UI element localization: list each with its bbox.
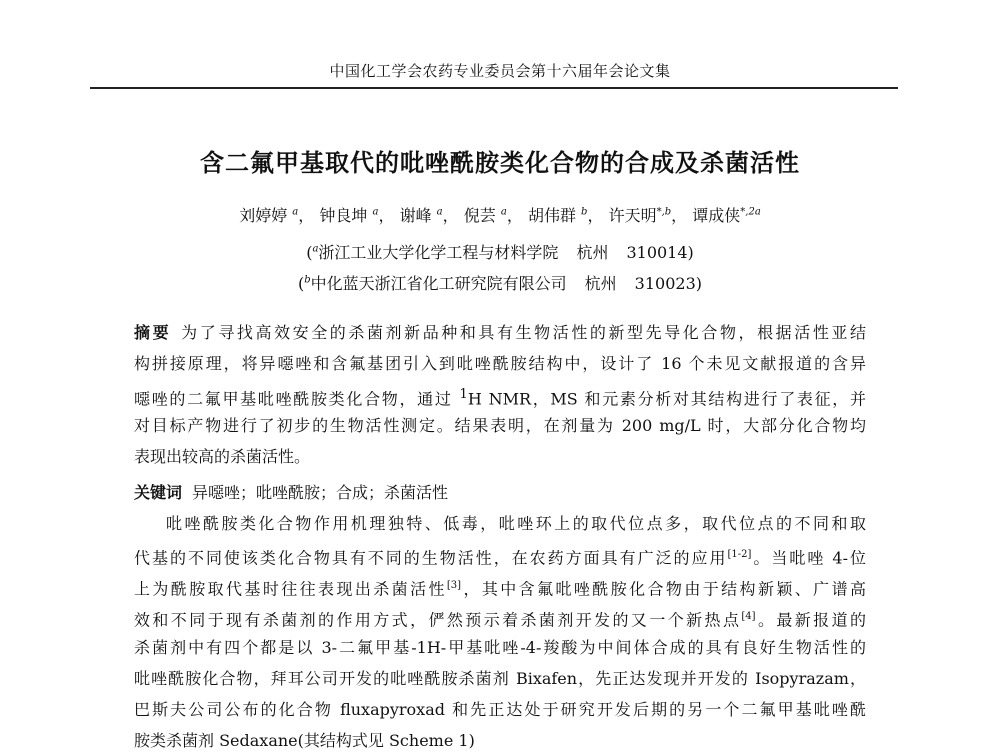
affiliation-city: 杭州 [576,243,609,262]
intro-text: 吡唑酰胺类化合物作用机理独特、低毒，吡唑环上的取代位点多，取代位点的不同和取 [166,514,866,533]
abstract-text: 对目标产物进行了初步的生物活性测定。结果表明，在剂量为 200 mg/L 时，大部分化合物均 [134,416,866,435]
author-name: 钟良坤 [319,206,368,225]
introduction [134,508,866,756]
intro-text: 胺类杀菌剂 Sedaxane(其结构式见 Scheme 1) [134,731,475,750]
citation-ref: [1-2] [727,549,752,560]
affiliation-city: 杭州 [584,274,617,293]
affiliation-mark: b [304,274,311,286]
abstract-line [134,441,866,472]
abstract-label: 摘要 [134,323,172,342]
affiliation-postcode: 310014) [626,243,694,262]
abstract-text: 构拼接原理，将异噁唑和含氟基团引入到吡唑酰胺结构中，设计了 16 个未见文献报道的含异 [134,354,866,373]
author-separator: ， [671,206,688,225]
intro-line [134,663,866,694]
keywords [134,477,866,508]
abstract-line [134,317,866,348]
affiliation-a: ($^a$浙江工业大学化学工程与材料学院 杭州 310014) [306,243,694,262]
nmr-superscript: 1 [459,387,468,402]
author-affil-mark: *,2a [740,206,761,218]
author-name: 倪芸 [463,206,496,225]
header-rule [90,87,898,89]
citation-ref: [4] [741,611,756,622]
abstract-line [134,379,866,410]
author-name: 谢峰 [399,206,432,225]
proceedings-header: 中国化工学会农药专业委员会第十六届年会论文集 [329,62,671,80]
affiliation-institution: 中化蓝天浙江省化工研究院有限公司 [310,274,567,293]
intro-text: ，其中含氟吡唑酰胺化合物由于结构新颖、广谱高 [461,579,866,599]
intro-text: 上为酰胺取代基时往往表现出杀菌活性 [134,579,447,599]
affiliation-postcode: 310023) [634,274,702,293]
affiliation-mark: a [312,243,319,255]
intro-text: 。最新报道的 [755,610,866,630]
affiliation-institution: 浙江工业大学化学工程与材料学院 [318,243,559,262]
intro-text: 效和不同于现有杀菌剂的作用方式，俨然预示着杀菌剂开发的又一个新热点 [134,610,742,630]
affiliation-b: ($^b$中化蓝天浙江省化工研究院有限公司 杭州 310023) [297,274,702,293]
author-name: 胡伟群 [527,206,576,225]
abstract-text: 为了寻找高效安全的杀菌剂新品种和具有生物活性的新型先导化合物，根据活性亚结 [181,323,866,342]
author-separator: ， [506,206,523,225]
author-affil-mark: a [292,206,299,218]
intro-line [134,632,866,663]
keywords-text: 异噁唑；吡唑酰胺；合成；杀菌活性 [192,483,449,502]
intro-text: 。当吡唑 4-位 [751,548,866,568]
author-separator: ， [298,206,315,225]
author-affil-mark: a [372,206,379,218]
intro-line [134,601,866,632]
author-separator: ， [442,206,459,225]
author-name: 刘婷婷 [239,206,288,225]
author-list [0,203,1000,226]
intro-text: 代基的不同使该类化合物具有不同的生物活性，在农药方面具有广泛的应用 [134,548,728,568]
paper-title: 含二氟甲基取代的吡唑酰胺类化合物的合成及杀菌活性 [200,149,800,177]
abstract-line [134,410,866,441]
intro-line [134,694,866,725]
author-name: 许天明 [608,206,657,225]
author-name: 谭成侠 [692,206,741,225]
abstract-line [134,348,866,379]
keywords-label: 关键词 [134,483,183,502]
abstract-text: 噁唑的二氟甲基吡唑酰胺类化合物，通过 [134,389,453,409]
intro-line [134,570,866,601]
citation-ref: [3] [446,580,462,591]
intro-line [134,725,866,756]
intro-text: 吡唑酰胺化合物，拜耳公司开发的吡唑酰胺杀菌剂 Bixafen，先正达发现并开发的 Isopyrazam， [134,669,866,688]
author-affil-mark: b [581,206,588,218]
intro-text: 杀菌剂中有四个都是以 3-二氟甲基-1H-甲基吡唑-4-羧酸为中间体合成的具有良好生物活性的 [134,638,866,657]
author-separator: ， [587,206,604,225]
author-separator: ， [378,206,395,225]
intro-line [134,539,866,570]
author-affil-mark: a [436,206,443,218]
intro-line [134,508,866,539]
author-affil-mark: a [500,206,507,218]
author-affil-mark: *,b [656,206,672,218]
abstract-text: 表现出较高的杀菌活性。 [134,447,311,466]
abstract [134,317,866,472]
intro-text: 巴斯夫公司公布的化合物 fluxapyroxad 和先正达处于研究开发后期的另一个二氟甲基吡唑酰 [134,700,866,719]
abstract-text: H NMR，MS 和元素分析对其结构进行了表征，并 [467,389,866,409]
